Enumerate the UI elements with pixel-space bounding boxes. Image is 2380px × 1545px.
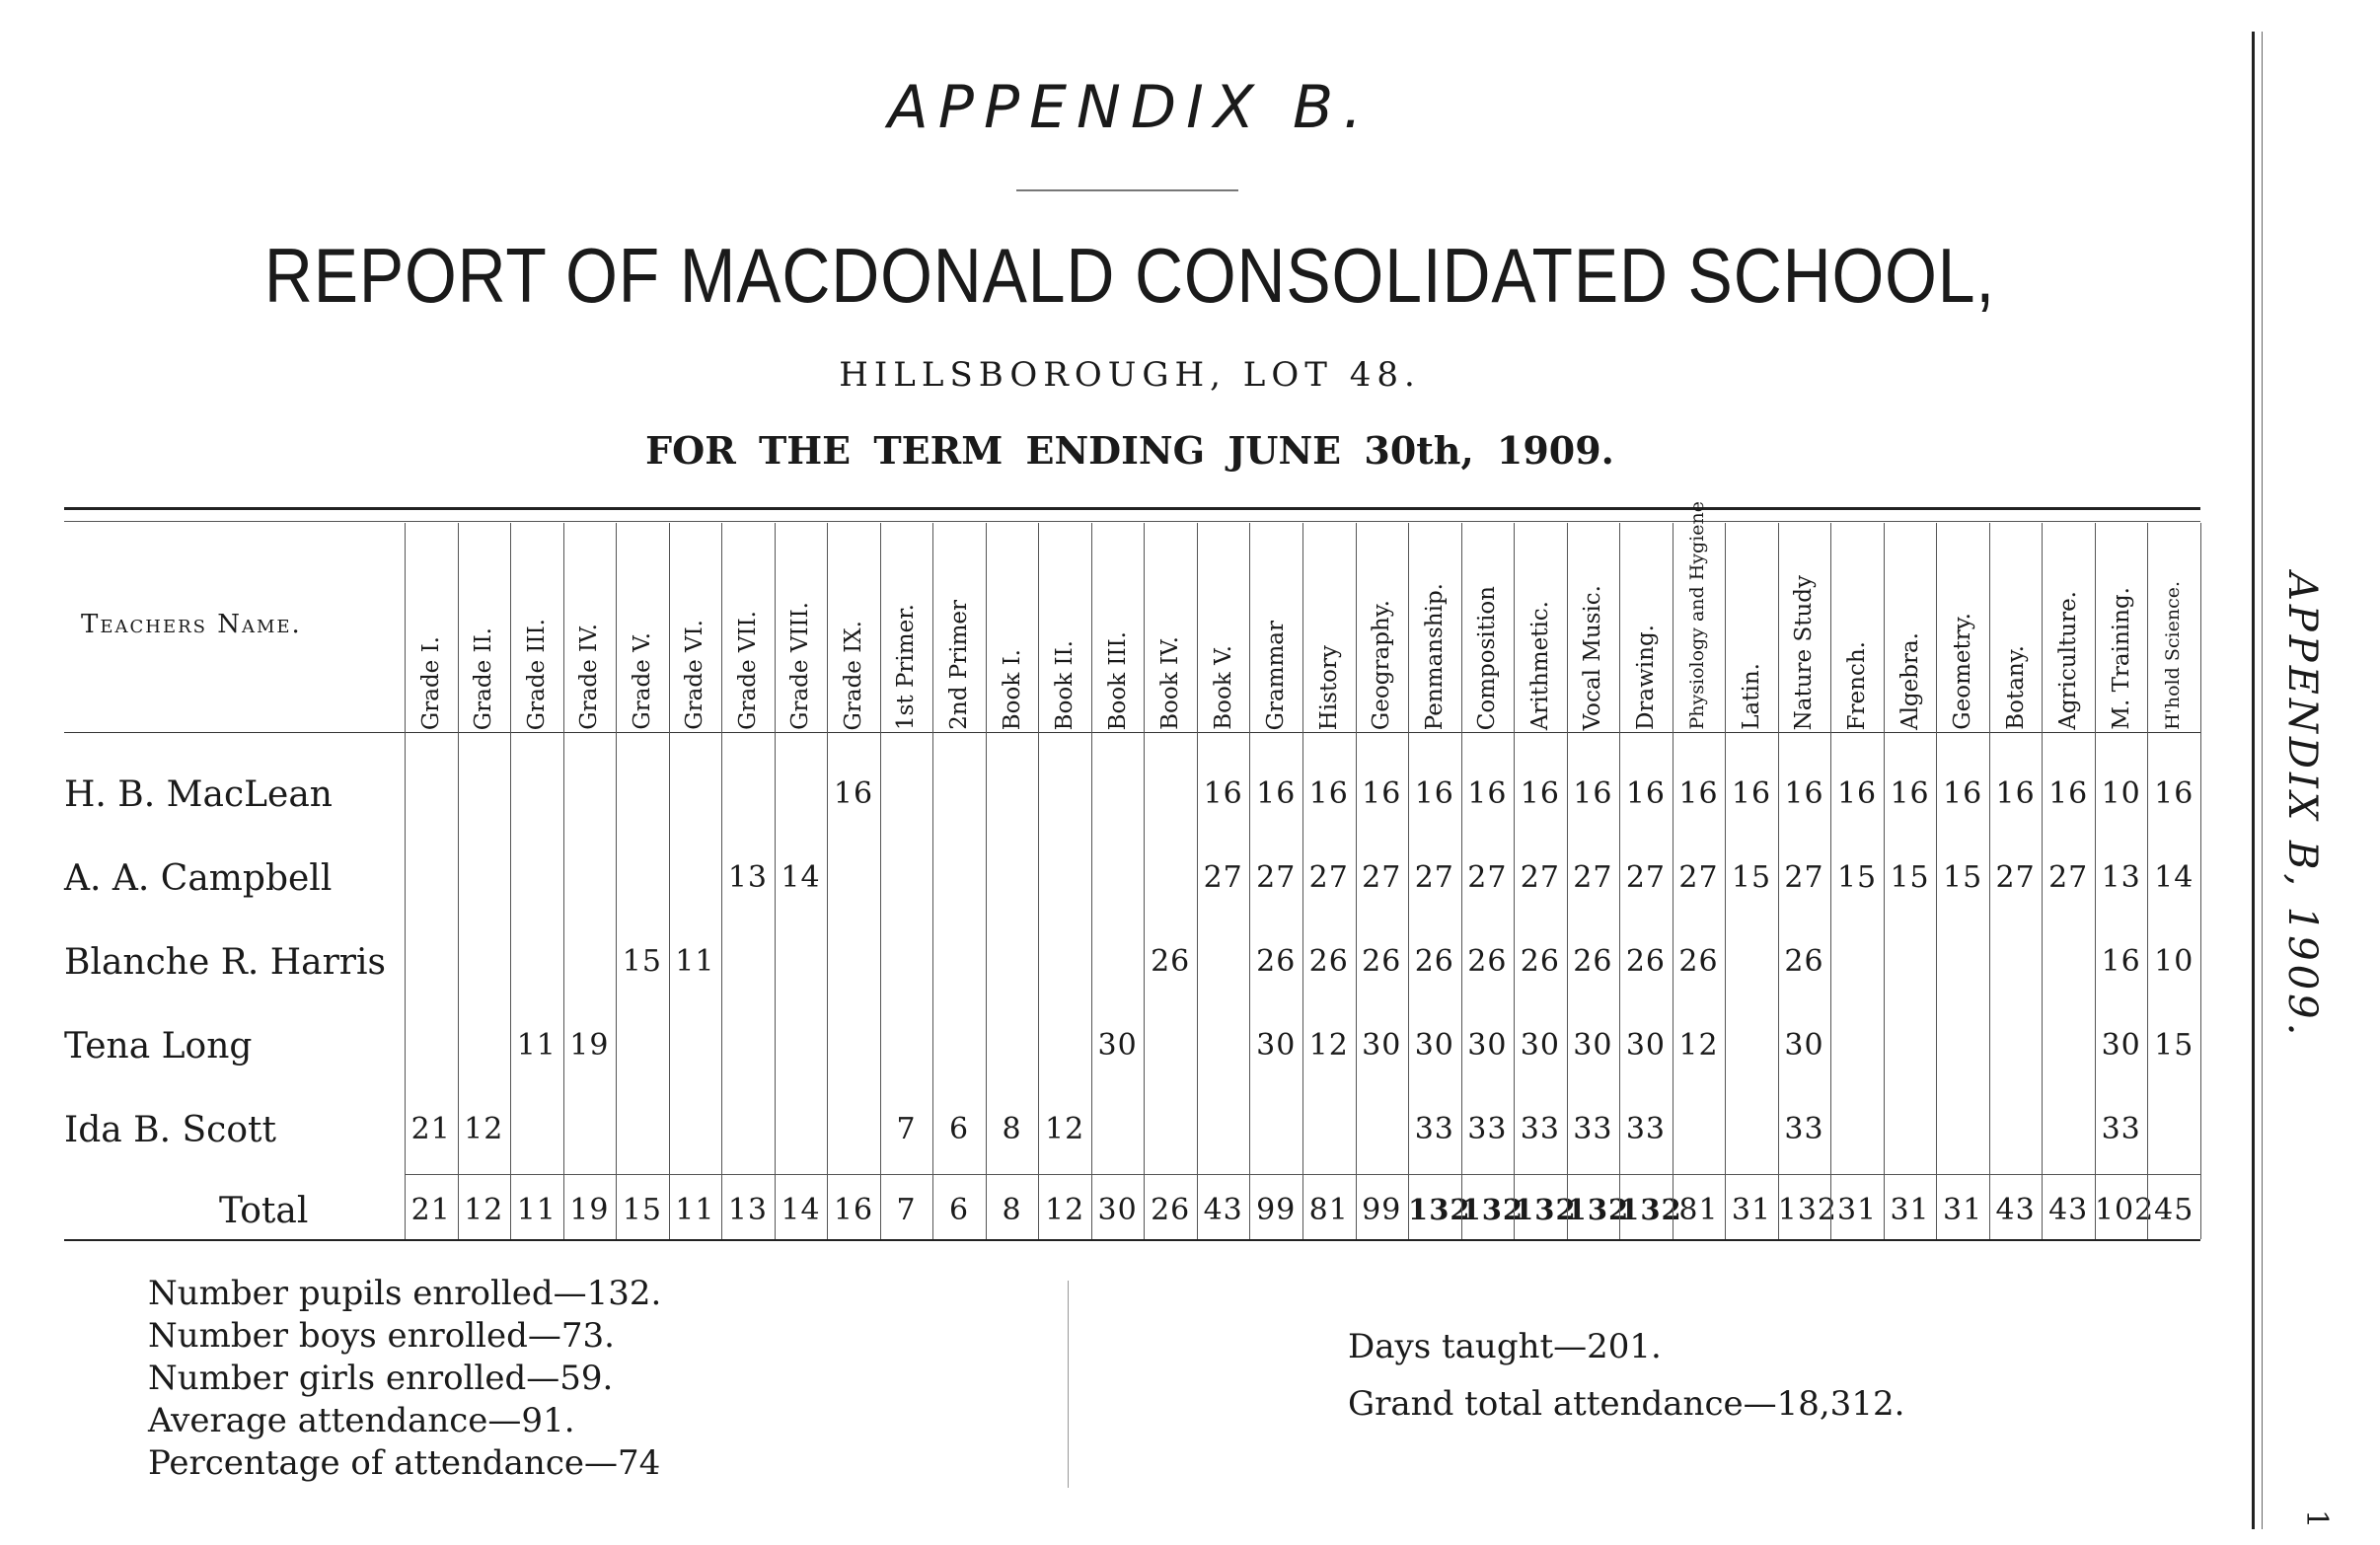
table-cell: 12 [464, 1112, 504, 1146]
column-header [1249, 523, 1302, 730]
column-rule [880, 523, 881, 1239]
total-cell: 11 [675, 1193, 715, 1227]
column-header-label: Penmanship. [1421, 582, 1448, 730]
column-header-label: Book V. [1210, 645, 1236, 730]
total-cell: 31 [1943, 1193, 1983, 1227]
column-header-label: Book II. [1052, 639, 1078, 730]
table-cell: 8 [1002, 1112, 1022, 1146]
table-cell: 15 [1731, 860, 1772, 895]
table-cell: 16 [2154, 776, 2194, 811]
table-cell: 16 [1414, 776, 1454, 811]
column-header-label: Book IV. [1157, 636, 1184, 730]
column-header [1091, 523, 1145, 730]
column-rule [1038, 523, 1039, 1239]
table-cell: 30 [1520, 1028, 1560, 1063]
table-cell: 27 [1362, 860, 1402, 895]
column-header-label: Geography. [1369, 599, 1395, 730]
table-cell: 15 [1890, 860, 1930, 895]
column-header [458, 523, 511, 730]
total-cell: 132 [1460, 1193, 1525, 1226]
total-cell: 99 [1256, 1193, 1297, 1227]
column-header [932, 523, 986, 730]
table-cell: 26 [1467, 944, 1508, 979]
table-cell: 21 [410, 1112, 451, 1146]
column-header-label: 2nd Primer [945, 600, 972, 730]
table-cell: 16 [1573, 776, 1613, 811]
table-cell: 26 [1520, 944, 1560, 979]
location-subtitle: HILLSBOROUGH, LOT 48. [839, 355, 1421, 395]
column-header [1038, 523, 1091, 730]
teacher-name: H. B. MacLean [64, 774, 333, 815]
table-cell: 16 [1625, 776, 1667, 811]
column-rule [510, 523, 511, 1239]
table-cell: 16 [1784, 776, 1824, 811]
table-cell: 26 [1151, 944, 1191, 979]
column-rule [2147, 523, 2148, 1239]
column-header-label: H'hold Science. [2162, 581, 2185, 730]
total-cell: 81 [1308, 1193, 1349, 1227]
table-cell: 33 [1414, 1112, 1454, 1146]
table-cell: 30 [1256, 1028, 1297, 1063]
column-header-label: Grade I. [417, 635, 444, 730]
column-rule [563, 523, 564, 1239]
total-cell: 30 [1097, 1193, 1138, 1227]
column-header-label: Botany. [2002, 645, 2029, 730]
column-header [2095, 523, 2148, 730]
table-cell: 16 [1890, 776, 1930, 811]
table-cell: 16 [1943, 776, 1983, 811]
column-header [1725, 523, 1778, 730]
page-number: 1 [2299, 1509, 2334, 1529]
column-rule [1884, 523, 1885, 1239]
column-rule [616, 523, 617, 1239]
column-rule [1514, 523, 1515, 1239]
column-rule [986, 523, 987, 1239]
total-cell: 43 [2048, 1193, 2089, 1227]
column-header [1619, 523, 1673, 730]
column-rule [827, 523, 828, 1239]
total-cell: 43 [1203, 1193, 1243, 1227]
column-header [775, 523, 828, 730]
table-cell: 16 [1678, 776, 1719, 811]
total-cell: 14 [781, 1193, 821, 1227]
table-cell: 33 [1573, 1112, 1613, 1146]
column-rule [1936, 523, 1937, 1239]
column-rule [1144, 523, 1145, 1239]
teacher-name: Ida B. Scott [64, 1110, 276, 1150]
table-bottom-rule [64, 1239, 2200, 1241]
column-header [1144, 523, 1197, 730]
table-cell: 19 [569, 1028, 610, 1063]
column-rule [2042, 523, 2043, 1239]
total-cell: 15 [622, 1193, 662, 1227]
column-header-label: Grammar [1263, 620, 1290, 730]
table-cell: 30 [1362, 1028, 1402, 1063]
total-cell: 31 [1836, 1193, 1878, 1227]
total-cell: 132 [1408, 1193, 1471, 1226]
column-header [405, 523, 458, 730]
column-header-label: History [1315, 644, 1342, 730]
table-cell: 12 [1308, 1028, 1349, 1063]
column-rule [1091, 523, 1092, 1239]
column-rule [1461, 523, 1462, 1239]
table-cell: 15 [1943, 860, 1983, 895]
column-header-label: Vocal Music. [1580, 584, 1606, 730]
table-cell: 14 [2154, 860, 2194, 895]
table-cell: 30 [1784, 1028, 1824, 1063]
column-rule [775, 523, 776, 1239]
total-cell: 26 [1151, 1193, 1191, 1227]
column-header [2147, 523, 2200, 730]
column-rule [1830, 523, 1831, 1239]
column-header [721, 523, 775, 730]
table-cell: 27 [1520, 860, 1560, 895]
column-header [1197, 523, 1250, 730]
margin-rule-thin [2262, 32, 2263, 1529]
column-rule [1249, 523, 1250, 1239]
title-divider [1016, 189, 1238, 191]
column-header-label: Grade IX. [840, 620, 866, 730]
column-header [1356, 523, 1409, 730]
table-cell: 12 [1678, 1028, 1719, 1063]
column-header-label: Grade V. [629, 632, 655, 730]
stats-divider [1068, 1281, 1069, 1488]
table-cell: 16 [2048, 776, 2089, 811]
column-header-label: Grade IV. [576, 624, 603, 730]
stat-percentage-attendance: Percentage of attendance—74 [148, 1443, 661, 1483]
total-cell: 12 [464, 1193, 504, 1227]
table-cell: 10 [2154, 944, 2194, 979]
total-cell: 19 [569, 1193, 610, 1227]
teachers-name-header: Teachers Name. [81, 610, 302, 639]
term-line: FOR THE TERM ENDING JUNE 30th, 1909. [645, 428, 1614, 473]
column-rule [1725, 523, 1726, 1239]
teacher-name: Blanche R. Harris [64, 942, 386, 983]
column-rule [458, 523, 459, 1239]
column-header [1461, 523, 1515, 730]
column-rule [932, 523, 933, 1239]
table-cell: 13 [2101, 860, 2141, 895]
table-cell: 16 [1308, 776, 1349, 811]
table-cell: 30 [2101, 1028, 2141, 1063]
stat-pupils-enrolled: Number pupils enrolled—132. [148, 1274, 662, 1313]
margin-rule [2252, 32, 2255, 1529]
teacher-name: A. A. Campbell [64, 858, 333, 899]
table-cell: 26 [1678, 944, 1719, 979]
table-cell: 33 [1784, 1112, 1824, 1146]
total-cell: 81 [1678, 1193, 1719, 1227]
table-cell: 16 [2101, 944, 2141, 979]
stat-girls-enrolled: Number girls enrolled—59. [148, 1359, 614, 1398]
column-header-label: M. Training. [2108, 587, 2134, 730]
table-cell: 13 [727, 860, 769, 895]
table-cell: 6 [948, 1112, 970, 1146]
table-cell: 27 [1467, 860, 1508, 895]
table-cell: 30 [1467, 1028, 1508, 1063]
column-rule [669, 523, 670, 1239]
column-rule [1408, 523, 1409, 1239]
table-cell: 16 [1256, 776, 1297, 811]
column-header [510, 523, 563, 730]
table-cell: 30 [1097, 1028, 1138, 1063]
column-header [563, 523, 617, 730]
total-cell: 6 [948, 1193, 970, 1227]
table-cell: 16 [1467, 776, 1508, 811]
header-bottom-rule [64, 732, 2200, 733]
table-cell: 33 [2101, 1112, 2141, 1146]
total-cell: 31 [1890, 1193, 1930, 1227]
table-cell: 12 [1045, 1112, 1085, 1146]
table-cell: 16 [1731, 776, 1772, 811]
column-header [1567, 523, 1620, 730]
stat-days-taught: Days taught—201. [1348, 1327, 1662, 1366]
table-cell: 27 [1573, 860, 1613, 895]
total-cell: 102 [2094, 1193, 2155, 1227]
column-header [1408, 523, 1461, 730]
column-header-label: Grade VIII. [787, 602, 814, 730]
column-header [1830, 523, 1884, 730]
total-cell: 31 [1731, 1193, 1772, 1227]
column-header [1936, 523, 1989, 730]
total-cell: 43 [1995, 1193, 2036, 1227]
total-cell: 132 [1566, 1193, 1630, 1226]
table-cell: 30 [1573, 1028, 1613, 1063]
table-cell: 7 [896, 1112, 917, 1146]
table-cell: 27 [1784, 860, 1824, 895]
column-rule [1197, 523, 1198, 1239]
column-header-label: Nature Study [1791, 574, 1818, 730]
teacher-name: Tena Long [64, 1026, 253, 1067]
side-running-head: APPENDIX B, 1909. [2279, 572, 2325, 1040]
table-cell: 26 [1362, 944, 1402, 979]
table-cell: 16 [1836, 776, 1878, 811]
column-header-label: Grade VII. [734, 611, 761, 730]
table-cell: 16 [1520, 776, 1560, 811]
column-header-label: Grade III. [523, 618, 550, 730]
column-rule [2095, 523, 2096, 1239]
table-cell: 26 [1784, 944, 1824, 979]
total-label: Total [219, 1191, 309, 1231]
column-header-label: Latin. [1738, 663, 1764, 730]
total-cell: 11 [516, 1193, 557, 1227]
column-header-label: Book III. [1104, 630, 1131, 730]
stat-grand-total-attendance: Grand total attendance—18,312. [1348, 1384, 1905, 1424]
table-cell: 27 [1308, 860, 1349, 895]
column-header [1989, 523, 2043, 730]
column-header [616, 523, 669, 730]
table-cell: 33 [1520, 1112, 1560, 1146]
column-header [1884, 523, 1937, 730]
column-header [1302, 523, 1356, 730]
column-rule [1567, 523, 1568, 1239]
column-header [2042, 523, 2095, 730]
table-cell: 11 [675, 944, 715, 979]
column-header-label: Arithmetic. [1526, 600, 1553, 730]
column-header-label: 1st Primer. [893, 603, 920, 730]
table-cell: 30 [1414, 1028, 1454, 1063]
table-cell: 16 [1362, 776, 1402, 811]
column-rule [1302, 523, 1303, 1239]
table-cell: 26 [1573, 944, 1613, 979]
table-cell: 16 [1995, 776, 2036, 811]
total-cell: 8 [1002, 1193, 1022, 1227]
column-header-label: Composition [1474, 585, 1501, 730]
column-header [986, 523, 1039, 730]
table-cell: 16 [1203, 776, 1243, 811]
table-cell: 27 [1256, 860, 1297, 895]
total-cell: 7 [896, 1193, 917, 1227]
table-cell: 30 [1625, 1028, 1667, 1063]
table-cell: 33 [1467, 1112, 1508, 1146]
table-cell: 26 [1308, 944, 1349, 979]
table-cell: 26 [1625, 944, 1667, 979]
column-rule [1778, 523, 1779, 1239]
stat-average-attendance: Average attendance—91. [148, 1401, 575, 1440]
total-cell: 21 [410, 1193, 451, 1227]
column-header-label: Book I. [999, 648, 1025, 730]
column-header-label: Grade II. [471, 626, 497, 730]
column-header [1514, 523, 1567, 730]
table-cell: 14 [781, 860, 821, 895]
column-header [669, 523, 722, 730]
column-header-label: Drawing. [1632, 624, 1659, 730]
table-cell: 27 [1414, 860, 1454, 895]
column-rule [405, 523, 406, 1239]
column-header [880, 523, 933, 730]
table-cell: 26 [1256, 944, 1297, 979]
column-header [1673, 501, 1726, 730]
column-header-label: Geometry. [1950, 613, 1976, 730]
table-cell: 16 [833, 776, 874, 811]
table-cell: 26 [1414, 944, 1454, 979]
table-cell: 15 [622, 944, 662, 979]
table-cell: 27 [1995, 860, 2036, 895]
stat-boys-enrolled: Number boys enrolled—73. [148, 1316, 615, 1356]
column-rule [721, 523, 722, 1239]
total-cell: 132 [1619, 1193, 1682, 1226]
table-cell: 15 [1836, 860, 1878, 895]
column-header-label: French. [1843, 640, 1870, 730]
column-header-label: Algebra. [1897, 631, 1923, 730]
column-header-label: Grade VI. [682, 620, 708, 730]
total-cell: 12 [1045, 1193, 1085, 1227]
table-cell: 27 [1203, 860, 1243, 895]
table-cell: 27 [1678, 860, 1719, 895]
table-cell: 11 [516, 1028, 557, 1063]
table-top-rule-thin [64, 521, 2200, 522]
column-rule [1989, 523, 1990, 1239]
attendance-stats [1348, 1318, 1904, 1433]
column-header-label: Agriculture. [2055, 591, 2082, 730]
table-top-rule [64, 507, 2200, 510]
total-cell: 45 [2154, 1193, 2194, 1227]
column-rule [1619, 523, 1620, 1239]
table-cell: 27 [2048, 860, 2089, 895]
table-cell: 15 [2154, 1028, 2194, 1063]
enrollment-stats [148, 1273, 661, 1485]
column-header-label: Physiology and Hygiene [1686, 501, 1709, 730]
column-header [827, 523, 880, 730]
table-cell: 27 [1625, 860, 1667, 895]
appendix-title: APPENDIX B. [887, 73, 1373, 142]
total-cell: 13 [727, 1193, 769, 1227]
table-cell: 10 [2101, 776, 2141, 811]
total-cell: 16 [833, 1193, 874, 1227]
total-cell: 132 [1777, 1193, 1838, 1227]
column-rule [1356, 523, 1357, 1239]
column-header [1778, 523, 1831, 730]
report-title: REPORT OF MACDONALD CONSOLIDATED SCHOOL, [263, 232, 1996, 319]
total-cell: 132 [1514, 1193, 1577, 1226]
table-cell: 33 [1625, 1112, 1667, 1146]
total-cell: 99 [1362, 1193, 1402, 1227]
column-rule [2200, 523, 2201, 1239]
